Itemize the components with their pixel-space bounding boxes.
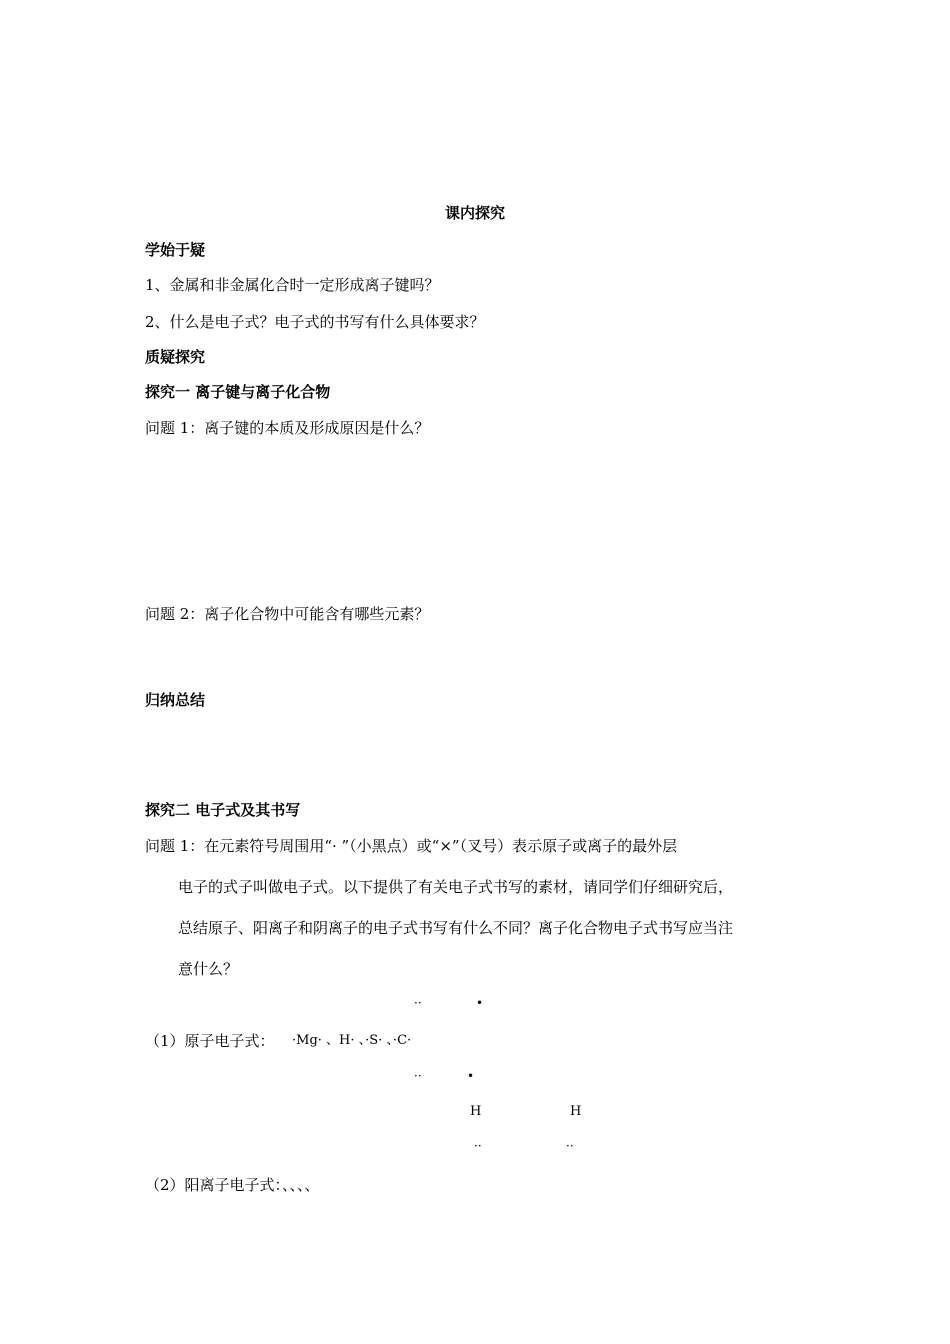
cation-electron-formula-label: （2）阳离子电子式：、、、、 [145, 1176, 320, 1194]
page-title: 课内探究 [444, 204, 505, 222]
hydrogen-symbol: H [470, 1104, 482, 1119]
question-1: 1、金属和非金属化合时一定形成离子键吗？ [145, 276, 440, 294]
inquiry-2-problem-1-line-3: 总结原子、阳离子和阴离子的电子式书写有什么不同？离子化合物电子式书写应当注 [178, 919, 734, 937]
atom-electron-formula: ·Mg· 、H· 、·S· 、·C· [292, 1033, 412, 1048]
electron-pair-dots: ·· [414, 1069, 422, 1083]
inquiry-1-problem-1: 问题 1：离子键的本质及形成原因是什么？ [145, 419, 430, 437]
inquiry-2-problem-1-line-2: 电子的式子叫做电子式。以下提供了有关电子式书写的素材，请同学们仔细研究后， [178, 878, 734, 896]
summary-heading: 归纳总结 [145, 691, 206, 709]
inquiry-1-heading: 探究一 离子键与离子化合物 [145, 383, 331, 401]
electron-dot: • [467, 1069, 475, 1083]
hydrogen-symbol: H [570, 1104, 582, 1119]
section-heading-learning: 学始于疑 [145, 241, 206, 259]
section-heading-inquiry: 质疑探究 [145, 348, 206, 366]
question-2: 2、什么是电子式？电子式的书写有什么具体要求？ [145, 313, 485, 331]
electron-pair-dots: ·· [474, 1139, 482, 1153]
electron-pair-dots: ·· [566, 1139, 574, 1153]
inquiry-2-heading: 探究二 电子式及其书写 [145, 801, 301, 819]
inquiry-2-problem-1-line-4: 意什么？ [178, 960, 239, 978]
inquiry-1-problem-2: 问题 2：离子化合物中可能含有哪些元素？ [145, 605, 430, 623]
electron-dot: • [476, 996, 484, 1010]
inquiry-2-problem-1-line-1: 问题 1：在元素符号周围用“· ”（小黑点）或“×”（叉号）表示原子或离子的最外层 [145, 837, 678, 855]
atom-electron-formula-label: （1）原子电子式： [145, 1032, 275, 1050]
electron-pair-dots: ·· [414, 996, 422, 1010]
